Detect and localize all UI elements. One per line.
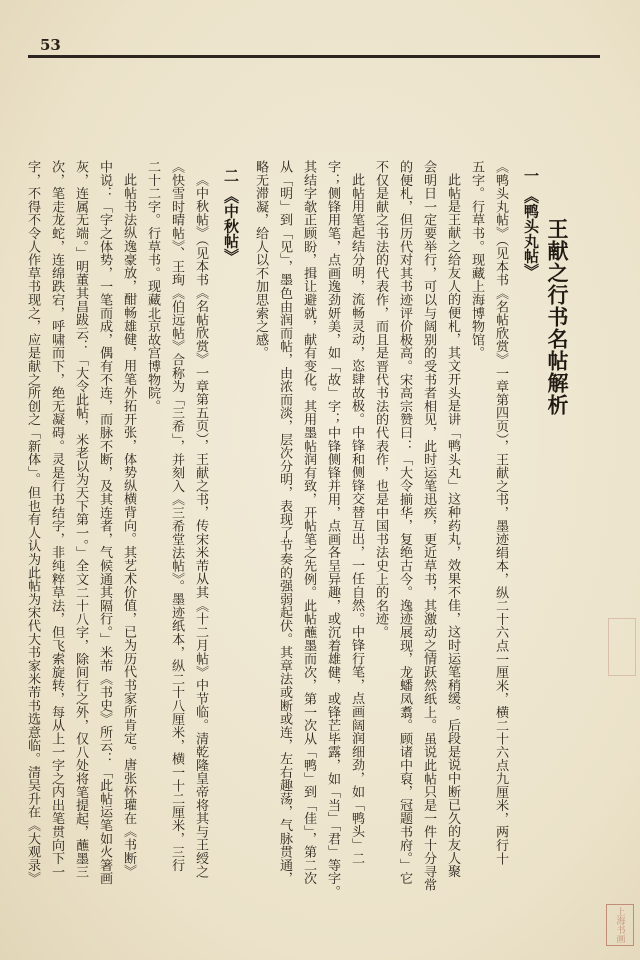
section-heading-2: 二 《中秋帖》 — [222, 168, 240, 264]
body-line: 中说：「字之体势，一笔而成，偶有不连，而脉不断，及其连者，气候通其隔行。」米芾《书史》所云：「此帖运笔如火箸画 — [97, 160, 112, 885]
body-line: 二十二字。行草书。现藏北京故宫博物院。 — [145, 160, 160, 413]
section-heading-1: 一 《鸭头丸帖》 — [522, 168, 540, 279]
body-line: 五字。行草书。现藏上海博物馆。 — [469, 160, 484, 360]
body-line: 其结字欹正顾盼，揖让避就，献有变化。其用墨帖润有致，开帖笔之先例。此帖蘸墨而次，第一次从「鸭」到「佳」，第二次 — [301, 160, 316, 885]
red-seal-stamp: 上海书画 — [606, 904, 634, 946]
body-line: 《快雪时晴帖》、王珣《伯远帖》合称为「三希」，并刻入《三希堂法帖》。墨迹纸本，纵二十八厘米，横一十二厘米，三行 — [169, 160, 184, 872]
body-line: 会明日一定要举行，可以与阔别的受书者相见，此时运笔迅疾，更近草书，其激动之情跃然纸上。虽说此帖只是一件十分寻常 — [421, 160, 436, 892]
body-line: 字；侧锋用笔，点画逸劲妍美，如「故」字；中锋侧锋并用，点画各呈异趣，或沉着雄健，或锋芒毕露，如「当」「君」等字。 — [325, 160, 340, 899]
header-rule — [28, 55, 600, 58]
page-number: 53 — [40, 36, 61, 54]
page-title: 王献之行书名帖解析 — [545, 218, 569, 416]
body-line: 略无滞凝，给人以不加思索之感。 — [253, 160, 268, 360]
body-line: 次，笔走龙蛇，连绵跌宕，呼啸而下，绝无凝碍。灵是行书结字，非纯粹草法，但飞索旋转，每从上一字之内出笔贯向下一 — [49, 160, 64, 879]
body-line: 字，不得不令人作草书现之，应是献之所创之「新体」。但也有人认为此帖为宋代大书家米芾书选意临。清吴升在《大观录》 — [25, 160, 40, 885]
body-line: 此帖书法纵逸豪放，酣畅雄健，用笔外拓开张，体势纵横背向。其艺术价值，已为历代书家所肯定。唐张怀瓘在《书断》 — [121, 173, 136, 878]
body-line: 不仅是献之书法的代表作，而且是晋代书法的代表作，也是中国书法史上的名迹。 — [373, 160, 388, 639]
body-line: 《中秋帖》（见本书《名帖欣赏》一章第五页），王献之书，传宋米芾从其《十二月帖》中节临。清乾隆皇帝将其与王绶之 — [193, 173, 208, 879]
body-line: 的便札，但历代对其书迹评价极高。宋高宗赞曰：「大令揃华，复绝古今。逸迹展现，龙蟠凤翥。顾诸中裒，冠题书府。」它 — [397, 160, 412, 885]
faint-stamp-mark — [608, 618, 636, 676]
body-line: 此帖用笔起结分明，流畅灵动，恣肆故极。中锋和侧锋交替互出，一任自然。中锋行笔，点画阔润细劲，如「鸭头」二 — [349, 173, 364, 865]
body-line: 从「明」到「见」，墨色由润而帖，由浓而淡，层次分明，表现了节奏的强弱起伏。其章法或断或连，左右趣荡，气脉贯通， — [277, 160, 292, 885]
body-line: 《鸭头丸帖》（见本书《名帖欣赏》一章第四页），王献之书，墨迹绢本，纵二十六点一厘米，横二十六点九厘米，两行十 — [493, 160, 508, 866]
body-line: 灰，连属无端。」明董其昌跋云：「大令此帖，米老以为天下第一。」全文二十八字，除间行之外，仅八处将笔提起，蘸墨三 — [73, 160, 88, 879]
body-line: 此帖是王献之给友人的便札，其文开头是讲「鸭头丸」这种药丸，效果不佳，这时运笔稍缓。后段是说中断已久的友人聚 — [445, 173, 460, 878]
